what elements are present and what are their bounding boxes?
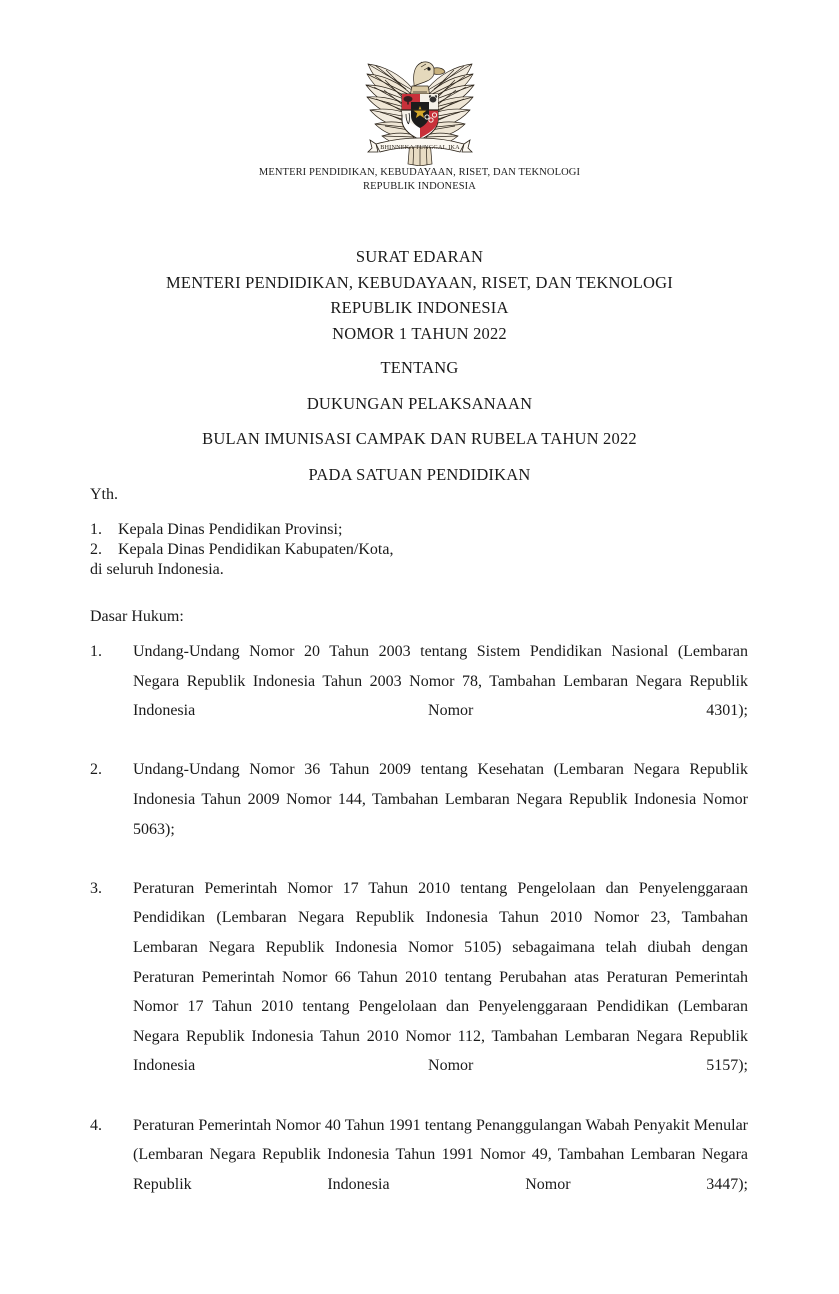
addressee-closing: di seluruh Indonesia. [90, 561, 224, 578]
addressee-salutation: Yth. [90, 486, 118, 503]
legal-basis-item-number: 1. [90, 643, 102, 660]
legal-basis-item [90, 874, 748, 1111]
emblem-container [0, 48, 839, 171]
legal-basis-item [90, 755, 748, 873]
addressee-item-label: Kepala Dinas Pendidikan Provinsi; [118, 521, 343, 538]
addressee-list [90, 520, 748, 580]
addressee-item [90, 520, 748, 540]
legal-basis-item [90, 637, 748, 755]
addressee-item-number: 1. [90, 521, 102, 538]
garuda-pancasila-emblem [356, 48, 484, 166]
addressee-item-number: 2. [90, 541, 102, 558]
subject-line-1: DUKUNGAN PELAKSANAAN [306, 393, 533, 413]
document-title-block [0, 244, 839, 487]
legal-basis-item-number: 2. [90, 761, 102, 779]
subject-line-2: BULAN IMUNISASI CAMPAK DAN RUBELA TAHUN 2022 [202, 429, 637, 448]
addressee-item [90, 540, 748, 560]
legal-basis-item-text: Undang-Undang Nomor 36 Tahun 2009 tentang Kesehatan (Lembaran Negara Republik Indonesia Tahun 2009 Nomor 144, Tambahan Lembaran Negara Republik Indonesia Nomor 5063); [133, 761, 748, 838]
letterhead-country-line: REPUBLIK INDONESIA [363, 180, 476, 192]
title-issuer-country: REPUBLIK INDONESIA [330, 298, 509, 317]
letterhead-ministry-line: MENTERI PENDIDIKAN, KEBUDAYAAN, RISET, DAN TEKNOLOGI [258, 167, 581, 178]
legal-basis-item-number: 4. [90, 1116, 102, 1134]
about-label: TENTANG [380, 358, 459, 377]
document-body [90, 484, 748, 1229]
legal-basis-item-text: Undang-Undang Nomor 20 Tahun 2003 tentang Sistem Pendidikan Nasional (Lembaran Negara Republik Indonesia Tahun 2003 Nomor 78, Tambahan Lembaran Negara Republik Indonesia Nomor 4301); [133, 643, 748, 720]
legal-basis-item-number: 3. [90, 879, 102, 897]
legal-basis-heading: Dasar Hukum: [90, 608, 184, 625]
legal-basis-list [90, 637, 748, 1229]
title-issuer: MENTERI PENDIDIKAN, KEBUDAYAAN, RISET, DAN TEKNOLOGI [166, 272, 673, 292]
legal-basis-item-text: Peraturan Pemerintah Nomor 40 Tahun 1991 tentang Penanggulangan Wabah Penyakit Menular (Lembaran Negara Republik Indonesia Tahun 1991 Nomor 49, Tambahan Lembaran Negara Republik Indonesia Nomor 3447); [133, 1116, 748, 1193]
svg-text:BHINNEKA TUNGGAL IKA: BHINNEKA TUNGGAL IKA [379, 144, 460, 151]
document-type: SURAT EDARAN [355, 247, 484, 266]
letterhead [0, 166, 839, 193]
legal-basis-item-text: Peraturan Pemerintah Nomor 17 Tahun 2010 tentang Pengelolaan dan Penyelenggaraan Pendidikan (Lembaran Negara Republik Indonesia Tahun 2010 Nomor 23, Tambahan Lembaran Negara Republik Indonesia Nomor 5105) sebagaimana telah diubah dengan Peraturan Pemerintah Nomor 66 Tahun 2010 tentang Perubahan atas Peraturan Pemerintah Nomor 17 Tahun 2010 tentang Pengelolaan dan Penyelenggaraan Pendidikan (Lembaran Negara Republik Indonesia Tahun 2010 Nomor 112, Tambahan Lembaran Negara Republik Indonesia Nomor 5157); [133, 879, 748, 1075]
subject-line-3: PADA SATUAN PENDIDIKAN [308, 464, 531, 484]
document-number: NOMOR 1 TAHUN 2022 [332, 323, 507, 343]
legal-basis-item [90, 1111, 748, 1229]
addressee-item-label: Kepala Dinas Pendidikan Kabupaten/Kota, [118, 541, 394, 558]
